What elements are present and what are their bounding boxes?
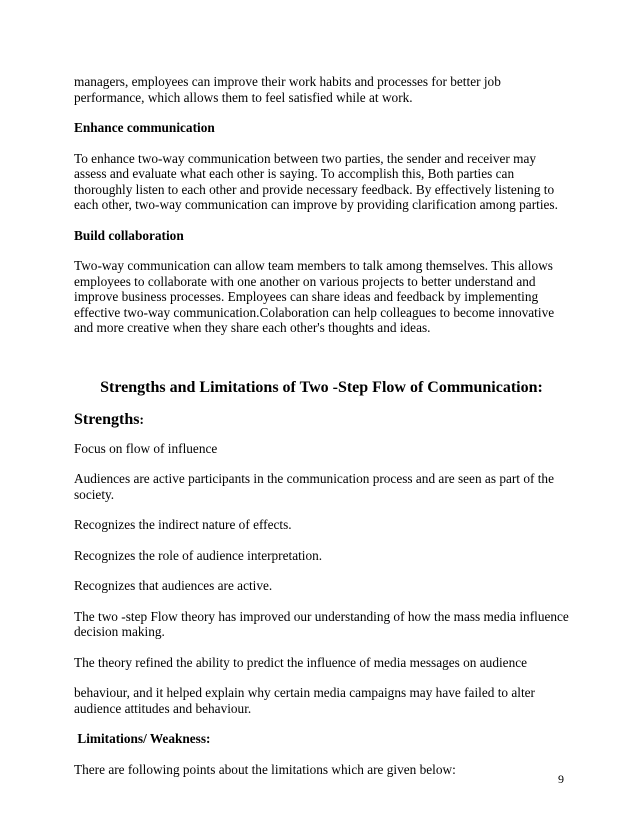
intro-paragraph: managers, employees can improve their work habits and processes for better job performance, which allows them to feel satisfied while at work.	[74, 74, 501, 105]
strength-item-4: Recognizes the role of audience interpretation.	[74, 547, 323, 563]
strengths-heading	[74, 411, 569, 429]
strength-item-6: The two -step Flow theory has improved our understanding of how the mass media influence decision making.	[74, 608, 569, 639]
strength-item-1: Focus on flow of influence	[74, 440, 218, 456]
strength-item-7: The theory refined the ability to predict the influence of media messages on audience	[74, 654, 528, 670]
page-content	[74, 74, 569, 777]
strength-item-3: Recognizes the indirect nature of effects.	[74, 517, 292, 532]
limitations-heading: Limitations/ Weakness:	[74, 731, 211, 746]
build-collaboration-paragraph: Two-way communication can allow team members to talk among themselves. This allows employees to collaborate with one another on various projects to better understand and improve business processes. Employees can share ideas and feedback by implementing effective two-way communication.Colaboration can help colleagues to become innovative and more creative when they share each other's thoughts and ideas.	[74, 258, 555, 335]
strength-item-8: behaviour, and it helped explain why certain media campaigns may have failed to alter audience attitudes and behaviour.	[74, 685, 535, 716]
page-number: 9	[558, 772, 564, 786]
strengths-heading-text: Strengths	[74, 410, 140, 428]
strength-item-5: Recognizes that audiences are active.	[74, 578, 273, 593]
section-title: Strengths and Limitations of Two -Step Flow of Communication:	[100, 378, 543, 396]
strength-item-2: Audiences are active participants in the communication process and are seen as part of the society.	[74, 471, 554, 502]
enhance-communication-paragraph: To enhance two-way communication between two parties, the sender and receiver may assess and evaluate what each other is saying. To accomplish this, Both parties can thoroughly listen to each other and provide necessary feedback. By effectively listening to each other, two-way communication can improve by providing clarification among parties.	[74, 150, 558, 212]
heading-build-collaboration: Build collaboration	[74, 227, 184, 243]
heading-enhance-communication: Enhance communication	[74, 120, 215, 135]
limitations-intro: There are following points about the limitations which are given below:	[74, 761, 456, 777]
strengths-heading-colon: :	[139, 411, 144, 427]
